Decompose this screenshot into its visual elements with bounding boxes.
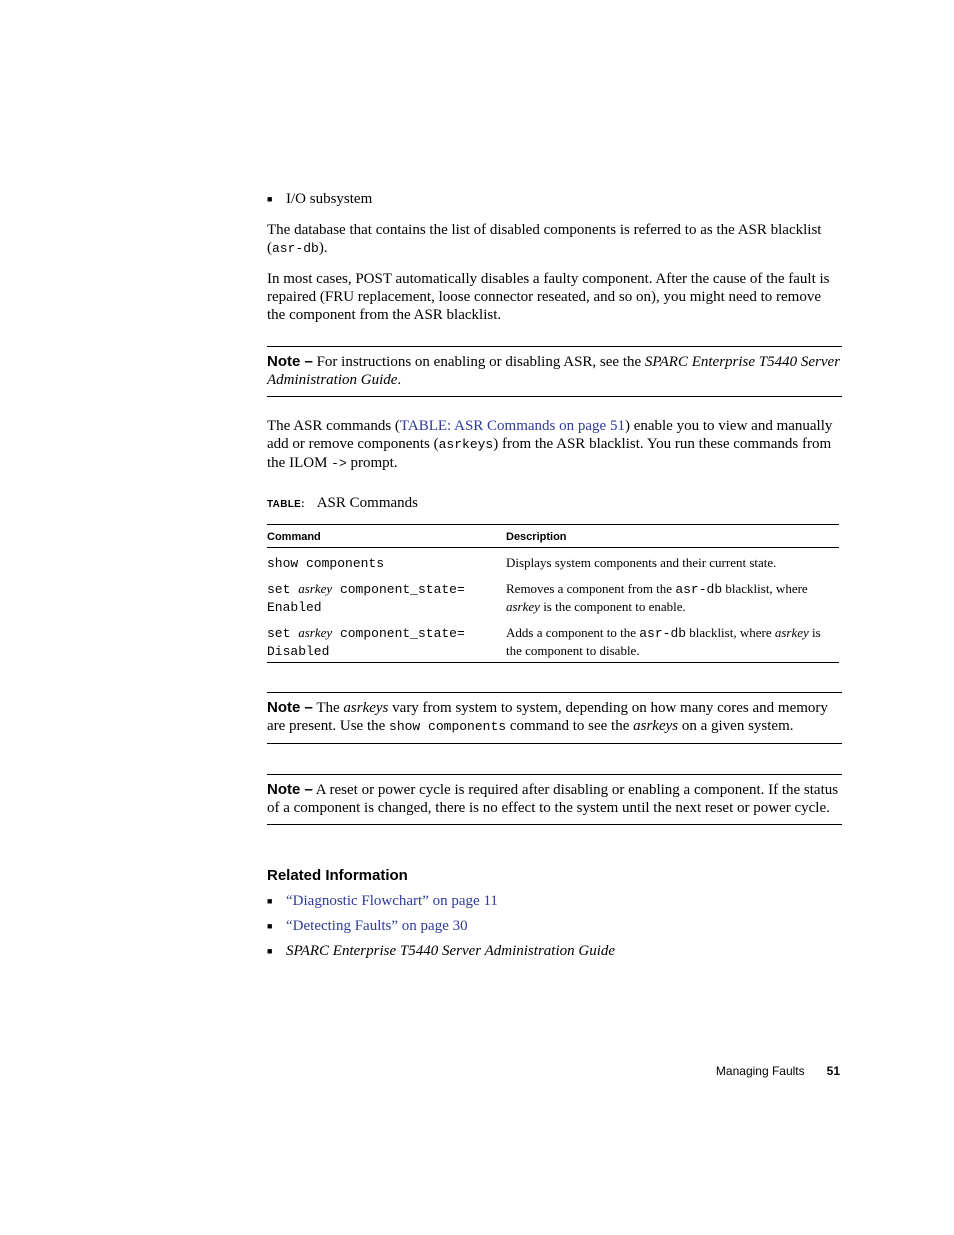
command-cell — [267, 616, 506, 663]
arg: asrkey — [774, 625, 809, 640]
text: . — [397, 372, 402, 388]
caption-label: TABLE: — [267, 499, 305, 510]
text: A reset or power cycle is required after disabling or enabling a component. If the status of a component is changed, there is no effect to the system until the next reset or power cycle. — [267, 782, 839, 816]
page-content — [267, 190, 842, 961]
note-reset — [267, 774, 842, 825]
list-item — [267, 190, 842, 209]
related-information-heading: Related Information — [267, 867, 408, 884]
table-row — [267, 548, 839, 573]
table-header-row — [267, 525, 839, 548]
page-number: 51 — [826, 1064, 840, 1078]
code-asr-db: asr-db — [675, 582, 723, 597]
text: ) enable you to view and manually add or remove components ( — [267, 418, 833, 452]
asr-commands-table — [267, 524, 839, 663]
code-show-components: show components — [389, 719, 507, 734]
command-text: set — [267, 626, 299, 641]
arg: asrkeys — [633, 718, 679, 734]
page-footer — [716, 1064, 840, 1078]
footer-section: Managing Faults — [715, 1064, 805, 1078]
text: blacklist, where — [686, 625, 775, 640]
command-text: show components — [267, 556, 385, 571]
command-text: Disabled — [267, 644, 330, 659]
text: The database that contains the list of disabled components is referred to as the ASR blacklist ( — [267, 222, 822, 256]
bullet-icon — [267, 917, 286, 935]
note-label: Note – — [267, 781, 313, 798]
code-asr-db: asr-db — [272, 241, 319, 256]
command-text: Enabled — [267, 600, 322, 615]
header-command: Command — [267, 531, 321, 543]
related-item — [267, 917, 842, 936]
code-prompt: -> — [331, 456, 347, 471]
paragraph-asr-db — [267, 221, 842, 258]
note-asrkeys — [267, 692, 842, 744]
description-cell — [506, 616, 839, 663]
list-item-text: I/O subsystem — [286, 191, 373, 207]
text: For instructions on enabling or disabling ASR, see the — [312, 354, 645, 370]
text: The — [312, 700, 344, 716]
paragraph-post: In most cases, POST automatically disables a faulty component. After the cause of the fault is repaired (FRU replacement, loose connector reseated, and so on), you might need to remove the component from the ASR blacklist. — [267, 271, 830, 323]
bullet-icon — [267, 190, 286, 208]
arg: asrkey — [506, 599, 540, 614]
table-link[interactable]: TABLE: ASR Commands on page 51 — [399, 418, 625, 434]
text: Adds a component to the — [506, 625, 640, 640]
text: ) from the ASR blacklist. You run these commands from the ILOM — [267, 436, 832, 471]
bullet-icon — [267, 942, 286, 960]
note-label: Note – — [267, 353, 313, 370]
command-arg: asrkey — [298, 625, 333, 640]
table-row — [267, 616, 839, 663]
text: Removes a component from the — [506, 581, 676, 596]
text: prompt. — [346, 455, 398, 471]
text: vary from system to system, depending on how many cores and memory are present. Use the — [267, 700, 828, 734]
text: command to see the — [506, 718, 634, 734]
command-text: component_state= — [332, 582, 465, 597]
text: is the component to enable. — [539, 599, 686, 614]
doc-title: SPARC Enterprise T5440 Server Administration Guide — [267, 354, 841, 388]
paragraph-asr-commands — [267, 417, 842, 473]
text: The ASR commands ( — [267, 418, 400, 434]
text: on a given system. — [678, 718, 794, 734]
note-label: Note – — [267, 699, 313, 716]
text: ). — [318, 240, 328, 256]
note-enable-asr — [267, 346, 842, 397]
code-asr-db: asr-db — [639, 626, 687, 641]
header-description: Description — [506, 531, 567, 543]
code-asrkeys: asrkeys — [438, 437, 494, 452]
related-item — [267, 942, 842, 961]
related-link-detecting-faults[interactable]: “Detecting Faults” on page 30 — [286, 918, 468, 934]
caption-title: ASR Commands — [316, 495, 418, 511]
bullet-icon — [267, 892, 286, 910]
related-doc-title: SPARC Enterprise T5440 Server Administration Guide — [286, 943, 616, 959]
arg: asrkeys — [343, 700, 389, 716]
text: is the component to disable. — [506, 625, 821, 658]
related-item — [267, 892, 842, 911]
related-link-diagnostic-flowchart[interactable]: “Diagnostic Flowchart” on page 11 — [286, 893, 498, 909]
command-cell — [267, 548, 506, 573]
description-cell: Displays system components and their current state. — [506, 555, 777, 570]
description-cell — [506, 572, 839, 616]
command-cell — [267, 572, 506, 616]
command-text: component_state= — [332, 626, 465, 641]
command-text: set — [267, 582, 299, 597]
table-row — [267, 572, 839, 616]
command-arg: asrkey — [298, 581, 333, 596]
text: blacklist, where — [722, 581, 808, 596]
table-caption — [267, 494, 842, 514]
